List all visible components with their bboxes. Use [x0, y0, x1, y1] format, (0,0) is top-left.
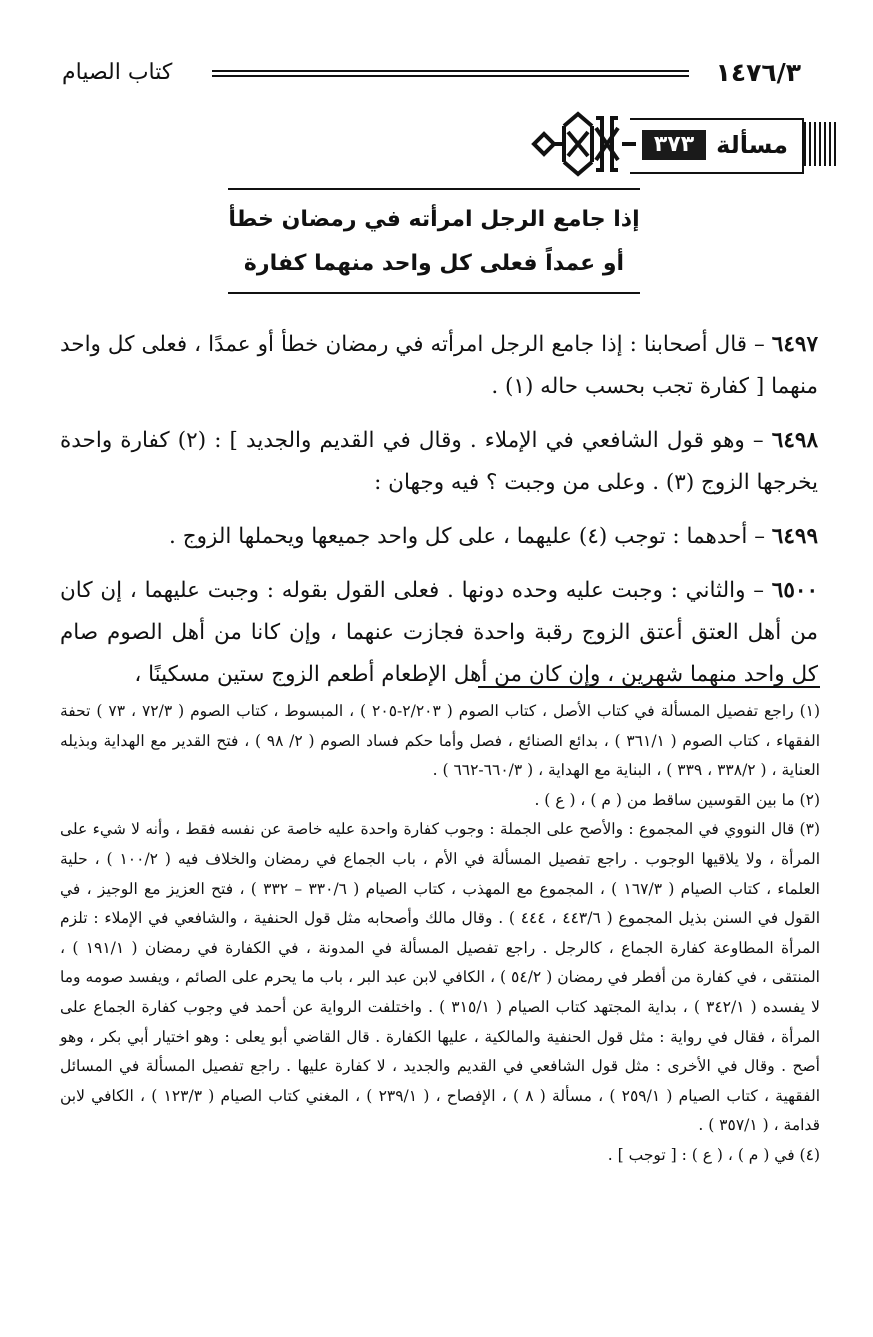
paragraph-text: – والثاني : وجبت عليه وحده دونها . فعلى القول بقوله : وجبت عليهما ، إن كان من أهل العتق أعتق الزوج رقبة واحدة فجازت عنهما ، وإن كانا من أهل الصوم صام كل واحد منهما شهرين ، وإن كان من أهل الإطعام أطعم الزوج ستين مسكينًا ، — [60, 578, 818, 687]
geometric-ornament-icon — [530, 110, 638, 178]
header-double-rule — [212, 70, 689, 77]
paragraph-6497 — [60, 324, 818, 408]
paragraph-text: – أحدهما : توجب (٤) عليهما ، على كل واحد جميعها ويحملها الزوج . — [169, 524, 772, 549]
paragraph-6498 — [60, 420, 818, 504]
heading-top-rule — [228, 188, 640, 190]
chapter-heading — [228, 188, 640, 294]
footnotes — [60, 697, 820, 1171]
paragraph-text: – قال أصحابنا : إذا جامع الرجل امرأته في رمضان خطأ أو عمدًا ، فعلى كل واحد منهما [ كفارة تجب بحسب حاله (١) . — [60, 332, 818, 399]
paragraph-number: ٦٤٩٧ — [771, 332, 818, 357]
heading-line-2: أو عمداً فعلى كل واحد منهما كفارة — [243, 251, 625, 276]
paragraph-6500 — [60, 570, 818, 696]
footnote-separator — [478, 686, 820, 688]
paragraph-number: ٦٥٠٠ — [771, 578, 818, 603]
footnote-2: (٢) ما بين القوسين ساقط من ( م ) ، ( ع ) . — [534, 790, 820, 809]
paragraph-number: ٦٤٩٩ — [771, 524, 818, 549]
masala-box — [630, 118, 804, 174]
footnote-1: (١) راجع تفصيل المسألة في كتاب الأصل ، كتاب الصوم ( ٢/٢٠٣-٢٠٥ ) ، المبسوط ، كتاب الصوم ( ٧٢/٣ ، ٧٣ ) تحفة الفقهاء ، كتاب الصوم ( ٣٦١/١ ) ، بدائع الصنائع ، فصل وأما حكم فساد الصوم ( ٢/ ٩٨ ) ، فتح القدير مع الهداية وبذيله العناية ، ( ٣٣٨/٢ ، ٣٣٩ ) ، البناية مع الهداية ، ( ٦٦٠/٣-٦٦٢ ) . — [60, 702, 821, 780]
masala-label: مسألة — [716, 131, 788, 159]
footnote-3: (٣) قال النووي في المجموع : والأصح على الجملة : وجوب كفارة واحدة عليه خاصة عن نفسه فقط ، وأنه لا شيء على المرأة ، ولا يلاقيها الوجوب . راجع تفصيل المسألة في الأم ، باب الجماع في رمضان والخلاف فيه ( ١٠٠/٢ ) ، حلية العلماء ، كتاب الصيام ( ١٦٧/٣ ) ، المجموع مع المهذب ، كتاب الصيام ( ٣٣٠/٦ – ٣٣٢ ) ، فتح العزيز مع الوجيز ، في القول في السنن بذيل المجموع ( ٤٤٣/٦ ، ٤٤٤ ) . وقال مالك وأصحابه مثل قول الحنفية ، والشافعي في الإملاء : تلزم المرأة المطاوعة كفارة الجماع ، كالرجل . راجع تفصيل المسألة في المدونة ، في الكفارة في رمضان ( ١٩١/١ ) ، المنتقى ، في كفارة من أفطر في رمضان ( ٥٤/٢ ) ، الكافي لابن عبد البر ، باب ما يحرم على الصائم ، ويفسد صومه وما لا يفسده ( ٣٤٢/١ ) ، بداية المجتهد كتاب الصيام ( ٣١٥/١ ) . واختلفت الرواية عن أحمد في وجوب كفارة الجماع على المرأة ، فقال في رواية : مثل قول الحنفية والمالكية ، عليها الكفارة . قال القاضي أبو يعلى : وهو اختيار أبي بكر ، وهو أصح . وقال في الأخرى : مثل قول الشافعي في القديم والجديد ، لا كفارة عليها . راجع تفصيل المسألة في المسائل الفقهية ، كتاب الصيام ( ٢٥٩/١ ) ، مسألة ( ٨ ) ، الإفصاح ، ( ٢٣٩/١ ) ، المغني كتاب الصيام ( ١٢٣/٣ ) ، الكافي لابن قدامة ، ( ٣٥٧/١ ) . — [60, 820, 821, 1135]
paragraph-6499 — [60, 516, 818, 558]
hatch-ornament-icon — [804, 122, 836, 166]
main-text — [60, 324, 818, 708]
heading-line-1: إذا جامع الرجل امرأته في رمضان خطأ — [228, 207, 640, 232]
footnote-4: (٤) في ( م ) ، ( ع ) : [ توجب ] . — [607, 1145, 820, 1164]
page-number: ١٤٧٦/٣ — [715, 58, 801, 87]
paragraph-number: ٦٤٩٨ — [771, 428, 818, 453]
book-title: كتاب الصيام — [62, 60, 173, 85]
masala-number: ٣٧٣ — [642, 130, 706, 160]
paragraph-text: – وهو قول الشافعي في الإملاء . وقال في القديم والجديد ] : (٢) كفارة واحدة يخرجها الزوج (٣) . وعلى من وجبت ؟ فيه وجهان : — [60, 428, 818, 495]
heading-bottom-rule — [228, 292, 640, 294]
running-header — [62, 58, 801, 90]
masala-banner — [530, 110, 836, 180]
